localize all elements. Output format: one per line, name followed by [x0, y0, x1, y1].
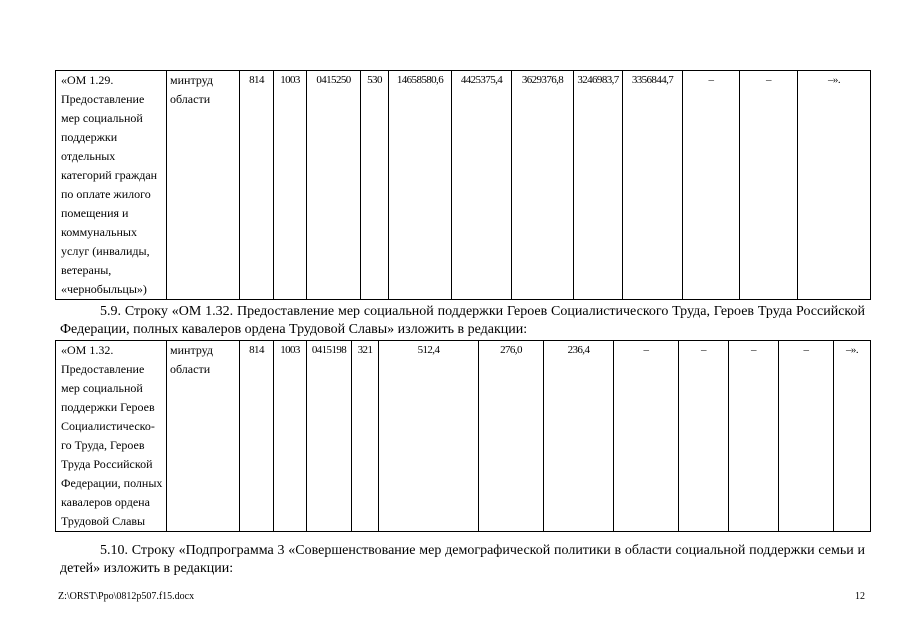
cell-total: 512,4: [379, 341, 479, 532]
paragraph-5-9: [60, 303, 865, 339]
paragraph-5-10-text: 5.10. Строку «Подпрограмма 3 «Совершенствование мер демографической политики в области социальной поддержки семьи и детей» изложить в редакции:: [60, 543, 865, 576]
cell-vr: 530: [361, 71, 389, 300]
cell-year-7: –».: [798, 71, 871, 300]
cell-year-6: –: [779, 341, 834, 532]
measure-name-cell: «ОМ 1.32. Предоставление мер социальной поддержки Героев Социалистическо-го Труда, Героев Труда Российской Федерации, полных кавалеров ордена Трудовой Славы: [56, 341, 167, 532]
cell-year-5: –: [683, 71, 740, 300]
cell-year-7: –».: [834, 341, 871, 532]
footer-file-path: Z:\ORST\Ppo\0812p507.f15.docx: [58, 591, 195, 602]
cell-rzpr: 1003: [274, 71, 307, 300]
table-om-1-32: [55, 340, 871, 532]
table-row: [56, 341, 871, 532]
cell-vr: 321: [352, 341, 379, 532]
cell-year-1: 276,0: [479, 341, 544, 532]
cell-year-3: 3246983,7: [574, 71, 623, 300]
table-om-1-29: [55, 70, 871, 300]
cell-grbs: 814: [240, 71, 274, 300]
measure-name-cell: «ОМ 1.29. Предоставление мер социальной поддержки отдельных категорий граждан по оплате жилого помещения и коммунальных услуг (инвалиды, ветераны, «чернобыльцы»): [56, 71, 167, 300]
cell-year-2: 3629376,8: [512, 71, 574, 300]
cell-total: 14658580,6: [389, 71, 452, 300]
cell-year-3: –: [614, 341, 679, 532]
cell-grbs: 814: [240, 341, 274, 532]
executor-cell: минтруд области: [167, 341, 240, 532]
paragraph-5-10: [60, 542, 865, 578]
cell-year-4: 3356844,7: [623, 71, 683, 300]
cell-year-1: 4425375,4: [452, 71, 512, 300]
cell-year-6: –: [740, 71, 798, 300]
executor-cell: минтруд области: [167, 71, 240, 300]
cell-csr: 0415250: [307, 71, 361, 300]
table-row: [56, 71, 871, 300]
cell-csr: 0415198: [307, 341, 352, 532]
cell-year-5: –: [729, 341, 779, 532]
paragraph-5-9-text: 5.9. Строку «ОМ 1.32. Предоставление мер социальной поддержки Героев Социалистического Труда, Героев Труда Российской Федерации, полных кавалеров ордена Трудовой Славы» изложить в редакции:: [60, 304, 865, 337]
cell-rzpr: 1003: [274, 341, 307, 532]
cell-year-4: –: [679, 341, 729, 532]
cell-year-2: 236,4: [544, 341, 614, 532]
page-number: 12: [855, 591, 865, 602]
